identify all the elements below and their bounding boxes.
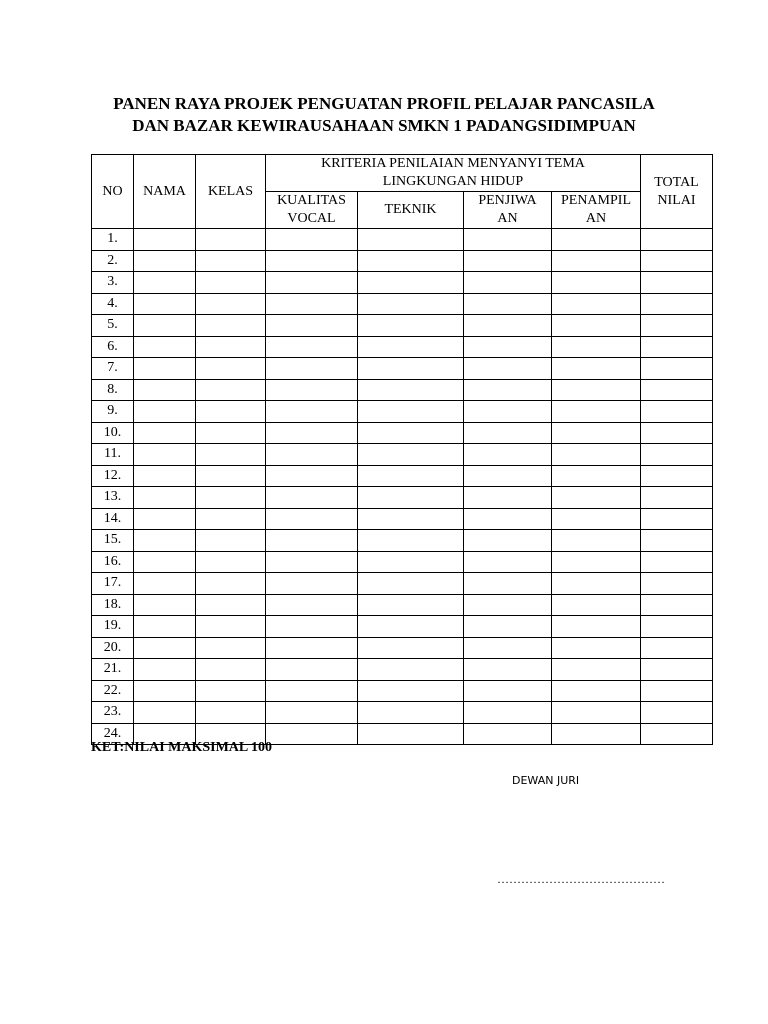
nama-cell[interactable] xyxy=(134,530,196,552)
nama-cell[interactable] xyxy=(134,229,196,251)
kualitas-vocal-cell[interactable] xyxy=(266,680,358,702)
row-no: 4. xyxy=(92,293,134,315)
penampilan-cell[interactable] xyxy=(552,530,641,552)
header-penjiwaan xyxy=(464,192,552,229)
header-total-nilai xyxy=(641,155,713,229)
penjiwaan-cell[interactable] xyxy=(464,444,552,466)
penjiwaan-cell[interactable] xyxy=(464,315,552,337)
kualitas-vocal-cell[interactable] xyxy=(266,379,358,401)
row-no: 7. xyxy=(92,358,134,380)
penjiwaan-cell[interactable] xyxy=(464,659,552,681)
kualitas-vocal-cell[interactable] xyxy=(266,508,358,530)
kualitas-vocal-cell[interactable] xyxy=(266,358,358,380)
row-no: 14. xyxy=(92,508,134,530)
penjiwaan-cell[interactable] xyxy=(464,530,552,552)
nama-cell[interactable] xyxy=(134,444,196,466)
kelas-cell[interactable] xyxy=(196,250,266,272)
nama-cell[interactable] xyxy=(134,379,196,401)
teknik-cell[interactable] xyxy=(358,594,464,616)
header-kriteria xyxy=(266,155,641,192)
total-nilai-cell[interactable] xyxy=(641,315,713,337)
kelas-cell[interactable] xyxy=(196,594,266,616)
row-no: 1. xyxy=(92,229,134,251)
nama-cell[interactable] xyxy=(134,272,196,294)
penampilan-cell[interactable] xyxy=(552,508,641,530)
teknik-cell[interactable] xyxy=(358,272,464,294)
kualitas-vocal-cell[interactable] xyxy=(266,487,358,509)
title-line-1: PANEN RAYA PROJEK PENGUATAN PROFIL PELAJAR PANCASILA xyxy=(113,94,655,113)
penampilan-cell[interactable] xyxy=(552,594,641,616)
table-row xyxy=(92,422,713,444)
kelas-cell[interactable] xyxy=(196,293,266,315)
penjiwaan-cell[interactable] xyxy=(464,272,552,294)
kelas-cell[interactable] xyxy=(196,573,266,595)
teknik-cell[interactable] xyxy=(358,229,464,251)
kelas-cell[interactable] xyxy=(196,272,266,294)
kualitas-vocal-cell[interactable] xyxy=(266,551,358,573)
total-nilai-cell[interactable] xyxy=(641,594,713,616)
total-nilai-cell[interactable] xyxy=(641,250,713,272)
total-nilai-cell[interactable] xyxy=(641,530,713,552)
kualitas-vocal-cell[interactable] xyxy=(266,444,358,466)
row-no: 2. xyxy=(92,250,134,272)
document-title xyxy=(0,93,768,137)
kelas-cell[interactable] xyxy=(196,336,266,358)
teknik-cell[interactable] xyxy=(358,573,464,595)
header-kelas: KELAS xyxy=(196,155,266,229)
penampilan-cell[interactable] xyxy=(552,422,641,444)
header-penjiwaan-text: PENJIWA AN xyxy=(478,193,537,226)
nama-cell[interactable] xyxy=(134,594,196,616)
teknik-cell[interactable] xyxy=(358,358,464,380)
penjiwaan-cell[interactable] xyxy=(464,551,552,573)
row-no: 17. xyxy=(92,573,134,595)
teknik-cell[interactable] xyxy=(358,315,464,337)
kelas-cell[interactable] xyxy=(196,551,266,573)
penampilan-cell[interactable] xyxy=(552,272,641,294)
penjiwaan-cell[interactable] xyxy=(464,702,552,724)
penjiwaan-cell[interactable] xyxy=(464,250,552,272)
kualitas-vocal-cell[interactable] xyxy=(266,422,358,444)
penampilan-cell[interactable] xyxy=(552,551,641,573)
kualitas-vocal-cell[interactable] xyxy=(266,229,358,251)
penampilan-cell[interactable] xyxy=(552,293,641,315)
penjiwaan-cell[interactable] xyxy=(464,401,552,423)
kelas-cell[interactable] xyxy=(196,680,266,702)
nama-cell[interactable] xyxy=(134,422,196,444)
row-no: 9. xyxy=(92,401,134,423)
nama-cell[interactable] xyxy=(134,616,196,638)
penjiwaan-cell[interactable] xyxy=(464,508,552,530)
kualitas-vocal-cell[interactable] xyxy=(266,702,358,724)
kualitas-vocal-cell[interactable] xyxy=(266,401,358,423)
row-no: 21. xyxy=(92,659,134,681)
kualitas-vocal-cell[interactable] xyxy=(266,336,358,358)
total-nilai-cell[interactable] xyxy=(641,336,713,358)
table-row xyxy=(92,379,713,401)
penjiwaan-cell[interactable] xyxy=(464,637,552,659)
kualitas-vocal-cell[interactable] xyxy=(266,616,358,638)
nama-cell[interactable] xyxy=(134,487,196,509)
kelas-cell[interactable] xyxy=(196,422,266,444)
teknik-cell[interactable] xyxy=(358,616,464,638)
row-no: 22. xyxy=(92,680,134,702)
penjiwaan-cell[interactable] xyxy=(464,594,552,616)
signature-line: …………………………………… xyxy=(497,872,665,886)
table-row xyxy=(92,272,713,294)
penampilan-cell[interactable] xyxy=(552,702,641,724)
teknik-cell[interactable] xyxy=(358,659,464,681)
penjiwaan-cell[interactable] xyxy=(464,487,552,509)
total-nilai-cell[interactable] xyxy=(641,229,713,251)
penjiwaan-cell[interactable] xyxy=(464,379,552,401)
penampilan-cell[interactable] xyxy=(552,336,641,358)
table-row xyxy=(92,465,713,487)
header-penampilan xyxy=(552,192,641,229)
nama-cell[interactable] xyxy=(134,358,196,380)
header-nama: NAMA xyxy=(134,155,196,229)
header-kriteria-text: KRITERIA PENILAIAN MENYANYI TEMA LINGKUNGAN HIDUP xyxy=(321,156,585,189)
table-row xyxy=(92,293,713,315)
row-no: 12. xyxy=(92,465,134,487)
table-row xyxy=(92,487,713,509)
total-nilai-cell[interactable] xyxy=(641,272,713,294)
teknik-cell[interactable] xyxy=(358,444,464,466)
table-row xyxy=(92,702,713,724)
kualitas-vocal-cell[interactable] xyxy=(266,465,358,487)
kelas-cell[interactable] xyxy=(196,702,266,724)
penjiwaan-cell[interactable] xyxy=(464,465,552,487)
table-row xyxy=(92,358,713,380)
penampilan-cell[interactable] xyxy=(552,358,641,380)
total-nilai-cell[interactable] xyxy=(641,573,713,595)
total-nilai-cell[interactable] xyxy=(641,659,713,681)
nama-cell[interactable] xyxy=(134,401,196,423)
kualitas-vocal-cell[interactable] xyxy=(266,723,358,745)
penampilan-cell[interactable] xyxy=(552,444,641,466)
jury-label: DEWAN JURI xyxy=(512,774,580,787)
kelas-cell[interactable] xyxy=(196,379,266,401)
row-no: 20. xyxy=(92,637,134,659)
row-no: 10. xyxy=(92,422,134,444)
kualitas-vocal-cell[interactable] xyxy=(266,293,358,315)
kelas-cell[interactable] xyxy=(196,508,266,530)
total-nilai-cell[interactable] xyxy=(641,723,713,745)
row-no: 5. xyxy=(92,315,134,337)
kualitas-vocal-cell[interactable] xyxy=(266,315,358,337)
penampilan-cell[interactable] xyxy=(552,573,641,595)
teknik-cell[interactable] xyxy=(358,702,464,724)
table-row xyxy=(92,573,713,595)
kualitas-vocal-cell[interactable] xyxy=(266,659,358,681)
penjiwaan-cell[interactable] xyxy=(464,422,552,444)
total-nilai-cell[interactable] xyxy=(641,487,713,509)
table-row xyxy=(92,530,713,552)
kualitas-vocal-cell[interactable] xyxy=(266,272,358,294)
penampilan-cell[interactable] xyxy=(552,229,641,251)
kelas-cell[interactable] xyxy=(196,487,266,509)
teknik-cell[interactable] xyxy=(358,487,464,509)
table-row xyxy=(92,659,713,681)
table-row xyxy=(92,594,713,616)
penampilan-cell[interactable] xyxy=(552,250,641,272)
kualitas-vocal-cell[interactable] xyxy=(266,637,358,659)
table-row xyxy=(92,637,713,659)
table-row xyxy=(92,336,713,358)
nama-cell[interactable] xyxy=(134,702,196,724)
kelas-cell[interactable] xyxy=(196,401,266,423)
row-no: 6. xyxy=(92,336,134,358)
penjiwaan-cell[interactable] xyxy=(464,723,552,745)
table-row xyxy=(92,444,713,466)
table-body xyxy=(92,229,713,745)
total-nilai-cell[interactable] xyxy=(641,444,713,466)
row-no: 15. xyxy=(92,530,134,552)
row-no: 16. xyxy=(92,551,134,573)
penjiwaan-cell[interactable] xyxy=(464,229,552,251)
total-nilai-cell[interactable] xyxy=(641,616,713,638)
kelas-cell[interactable] xyxy=(196,659,266,681)
nama-cell[interactable] xyxy=(134,336,196,358)
nama-cell[interactable] xyxy=(134,465,196,487)
table-row xyxy=(92,616,713,638)
teknik-cell[interactable] xyxy=(358,508,464,530)
kelas-cell[interactable] xyxy=(196,465,266,487)
row-no: 18. xyxy=(92,594,134,616)
table-row xyxy=(92,315,713,337)
row-no: 8. xyxy=(92,379,134,401)
kelas-cell[interactable] xyxy=(196,530,266,552)
penjiwaan-cell[interactable] xyxy=(464,336,552,358)
teknik-cell[interactable] xyxy=(358,551,464,573)
row-no: 3. xyxy=(92,272,134,294)
kualitas-vocal-cell[interactable] xyxy=(266,530,358,552)
total-nilai-cell[interactable] xyxy=(641,401,713,423)
table-row xyxy=(92,680,713,702)
table-row xyxy=(92,250,713,272)
assessment-table xyxy=(91,154,713,745)
teknik-cell[interactable] xyxy=(358,530,464,552)
nama-cell[interactable] xyxy=(134,250,196,272)
total-nilai-cell[interactable] xyxy=(641,680,713,702)
teknik-cell[interactable] xyxy=(358,637,464,659)
header-teknik: TEKNIK xyxy=(358,192,464,229)
table-row xyxy=(92,229,713,251)
penjiwaan-cell[interactable] xyxy=(464,293,552,315)
total-nilai-cell[interactable] xyxy=(641,702,713,724)
penampilan-cell[interactable] xyxy=(552,637,641,659)
total-nilai-cell[interactable] xyxy=(641,508,713,530)
teknik-cell[interactable] xyxy=(358,680,464,702)
penampilan-cell[interactable] xyxy=(552,616,641,638)
kualitas-vocal-cell[interactable] xyxy=(266,594,358,616)
penampilan-cell[interactable] xyxy=(552,659,641,681)
penampilan-cell[interactable] xyxy=(552,379,641,401)
nama-cell[interactable] xyxy=(134,293,196,315)
kualitas-vocal-cell[interactable] xyxy=(266,250,358,272)
teknik-cell[interactable] xyxy=(358,336,464,358)
kelas-cell[interactable] xyxy=(196,229,266,251)
penampilan-cell[interactable] xyxy=(552,315,641,337)
row-no: 24. xyxy=(92,723,134,745)
nama-cell[interactable] xyxy=(134,551,196,573)
row-no: 19. xyxy=(92,616,134,638)
teknik-cell[interactable] xyxy=(358,723,464,745)
nama-cell[interactable] xyxy=(134,680,196,702)
teknik-cell[interactable] xyxy=(358,379,464,401)
penampilan-cell[interactable] xyxy=(552,723,641,745)
penjiwaan-cell[interactable] xyxy=(464,616,552,638)
teknik-cell[interactable] xyxy=(358,401,464,423)
nama-cell[interactable] xyxy=(134,573,196,595)
nama-cell[interactable] xyxy=(134,508,196,530)
total-nilai-cell[interactable] xyxy=(641,422,713,444)
teknik-cell[interactable] xyxy=(358,293,464,315)
teknik-cell[interactable] xyxy=(358,250,464,272)
kelas-cell[interactable] xyxy=(196,444,266,466)
penampilan-cell[interactable] xyxy=(552,487,641,509)
total-nilai-cell[interactable] xyxy=(641,379,713,401)
teknik-cell[interactable] xyxy=(358,465,464,487)
penampilan-cell[interactable] xyxy=(552,465,641,487)
header-penampilan-text: PENAMPIL AN xyxy=(560,193,631,226)
total-nilai-cell[interactable] xyxy=(641,293,713,315)
table-row xyxy=(92,401,713,423)
kelas-cell[interactable] xyxy=(196,358,266,380)
table-row xyxy=(92,551,713,573)
penampilan-cell[interactable] xyxy=(552,401,641,423)
nama-cell[interactable] xyxy=(134,315,196,337)
kelas-cell[interactable] xyxy=(196,616,266,638)
row-no: 11. xyxy=(92,444,134,466)
total-nilai-cell[interactable] xyxy=(641,637,713,659)
total-nilai-cell[interactable] xyxy=(641,358,713,380)
kualitas-vocal-cell[interactable] xyxy=(266,573,358,595)
row-no: 23. xyxy=(92,702,134,724)
nama-cell[interactable] xyxy=(134,637,196,659)
header-kualitas-vocal xyxy=(266,192,358,229)
header-total-nilai-text: TOTAL NILAI xyxy=(654,174,699,208)
penjiwaan-cell[interactable] xyxy=(464,573,552,595)
kelas-cell[interactable] xyxy=(196,637,266,659)
header-kualitas-vocal-text: KUALITAS VOCAL xyxy=(277,193,346,226)
total-nilai-cell[interactable] xyxy=(641,465,713,487)
total-nilai-cell[interactable] xyxy=(641,551,713,573)
header-no: NO xyxy=(92,155,134,229)
penampilan-cell[interactable] xyxy=(552,680,641,702)
row-no: 13. xyxy=(92,487,134,509)
table-row xyxy=(92,508,713,530)
kelas-cell[interactable] xyxy=(196,315,266,337)
teknik-cell[interactable] xyxy=(358,422,464,444)
nama-cell[interactable] xyxy=(134,659,196,681)
title-line-2: DAN BAZAR KEWIRAUSAHAAN SMKN 1 PADANGSIDIMPUAN xyxy=(132,116,636,135)
penjiwaan-cell[interactable] xyxy=(464,680,552,702)
penjiwaan-cell[interactable] xyxy=(464,358,552,380)
max-score-note: KET:NILAI MAKSIMAL 100 xyxy=(91,740,272,755)
